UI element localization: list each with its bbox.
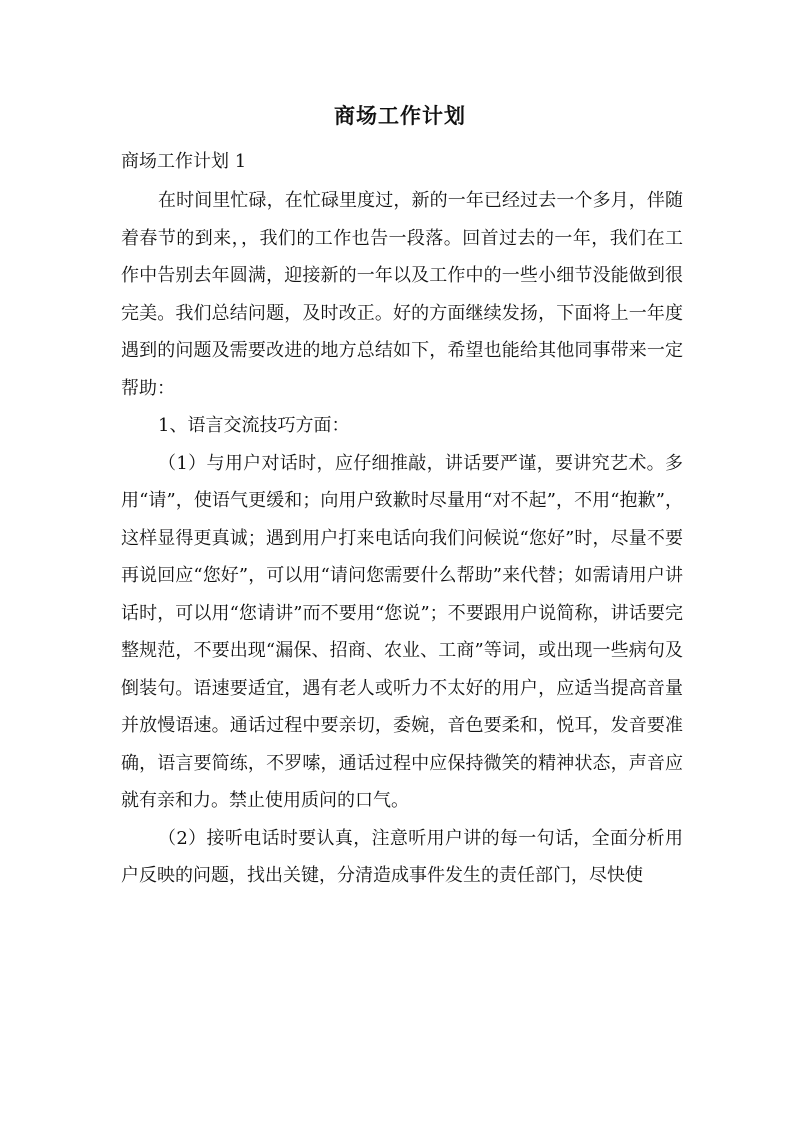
paragraph-intro: 在时间里忙碌，在忙碌里度过，新的一年已经过去一个多月，伴随着春节的到来，，我们的工作也告一段落。回首过去的一年，我们在工作中告别去年圆满，迎接新的一年以及工作中的一些小细节没能做到很完美。我们总结问题，及时改正。好的方面继续发扬，下面将上一年度遇到的问题及需要改进的地方总结如下，希望也能给其他同事带来一定帮助： bbox=[121, 190, 683, 399]
section-heading-language-skills: 1、语言交流技巧方面： bbox=[158, 415, 350, 436]
document-subtitle: 商场工作计划 1 bbox=[121, 151, 247, 172]
document-title: 商场工作计划 bbox=[334, 103, 466, 128]
document-body bbox=[121, 182, 683, 895]
paragraph-item-2: （2）接听电话时要认真，注意听用户讲的每一句话，全面分析用户反映的问题，找出关键，分清造成事件发生的责任部门，尽快使 bbox=[121, 827, 683, 886]
paragraph-item-1: （1）与用户对话时，应仔细推敲，讲话要严谨，要讲究艺术。多用“请”，使语气更缓和；向用户致歉时尽量用“对不起”，不用“抱歉”，这样显得更真诚；遇到用户打来电话向我们问候说“您好”时，尽量不要再说回应“您好”，可以用“请问您需要什么帮助”来代替；如需请用户讲话时，可以用“您请讲”而不要用“您说”；不要跟用户说简称，讲话要完整规范，不要出现“漏保、招商、农业、工商”等词，或出现一些病句及倒装句。语速要适宜，遇有老人或听力不太好的用户，应适当提高音量并放慢语速。通话过程中要亲切，委婉，音色要柔和，悦耳，发音要准确，语言要简练，不罗嗦，通话过程中应保持微笑的精神状态，声音应就有亲和力。禁止使用质问的口气。 bbox=[121, 452, 683, 811]
